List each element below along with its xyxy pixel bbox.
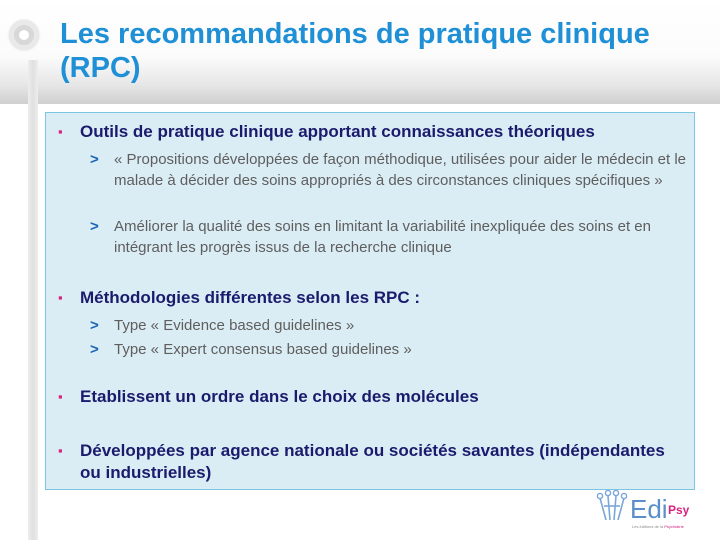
logo-tagline-right: Psychiatrie bbox=[664, 524, 684, 529]
sub-item-text: Type « Evidence based guidelines » bbox=[114, 317, 355, 334]
circuit-icon bbox=[592, 488, 632, 528]
slide-title: Les recommandations de pratique clinique (RPC) bbox=[60, 18, 650, 84]
sub-item bbox=[90, 149, 690, 191]
bullet-text: Méthodologies différentes selon les RPC : bbox=[80, 288, 421, 307]
bullet-marker-icon: ▪ bbox=[58, 443, 63, 458]
bullet-text: Développées par agence nationale ou sociétés savantes (indépendantes ou industrielles) bbox=[80, 441, 665, 482]
bullet-marker-icon: ▪ bbox=[58, 124, 63, 139]
ring-icon bbox=[9, 20, 39, 50]
arrow-icon: > bbox=[90, 151, 99, 168]
bullet-text: Etablissent un ordre dans le choix des molécules bbox=[80, 387, 479, 406]
bullet-marker-icon: ▪ bbox=[58, 290, 63, 305]
bullet-item bbox=[54, 287, 682, 309]
bullet-marker-icon: ▪ bbox=[58, 389, 63, 404]
decorative-vertical-rule bbox=[28, 60, 38, 540]
logo-tagline-left: Les éditions de la bbox=[632, 524, 664, 529]
bullet-item bbox=[54, 386, 682, 408]
logo-tagline bbox=[632, 524, 684, 530]
sub-item-text: Type « Expert consensus based guidelines » bbox=[114, 341, 412, 358]
sub-item-text: Améliorer la qualité des soins en limitant la variabilité inexpliquée des soins et en intégrant les progrès issus de la recherche clinique bbox=[114, 218, 651, 256]
arrow-icon: > bbox=[90, 218, 99, 235]
sub-item bbox=[90, 315, 690, 336]
content-box bbox=[45, 112, 695, 490]
bullet-item bbox=[54, 440, 682, 484]
sub-item bbox=[90, 339, 690, 360]
bullet-text: Outils de pratique clinique apportant connaissances théoriques bbox=[80, 122, 595, 141]
arrow-icon: > bbox=[90, 341, 99, 358]
bullet-item bbox=[54, 121, 682, 143]
logo-wordmark-edi: Edi bbox=[630, 494, 668, 524]
sub-item bbox=[90, 216, 690, 258]
logo-wordmark-psy: Psy bbox=[668, 503, 690, 517]
edipsy-logo bbox=[590, 488, 712, 534]
arrow-icon: > bbox=[90, 317, 99, 334]
sub-item-text: « Propositions développées de façon méthodique, utilisées pour aider le médecin et le malade à décider des soins appropriés à des circonstances cliniques spécifiques » bbox=[114, 151, 687, 189]
